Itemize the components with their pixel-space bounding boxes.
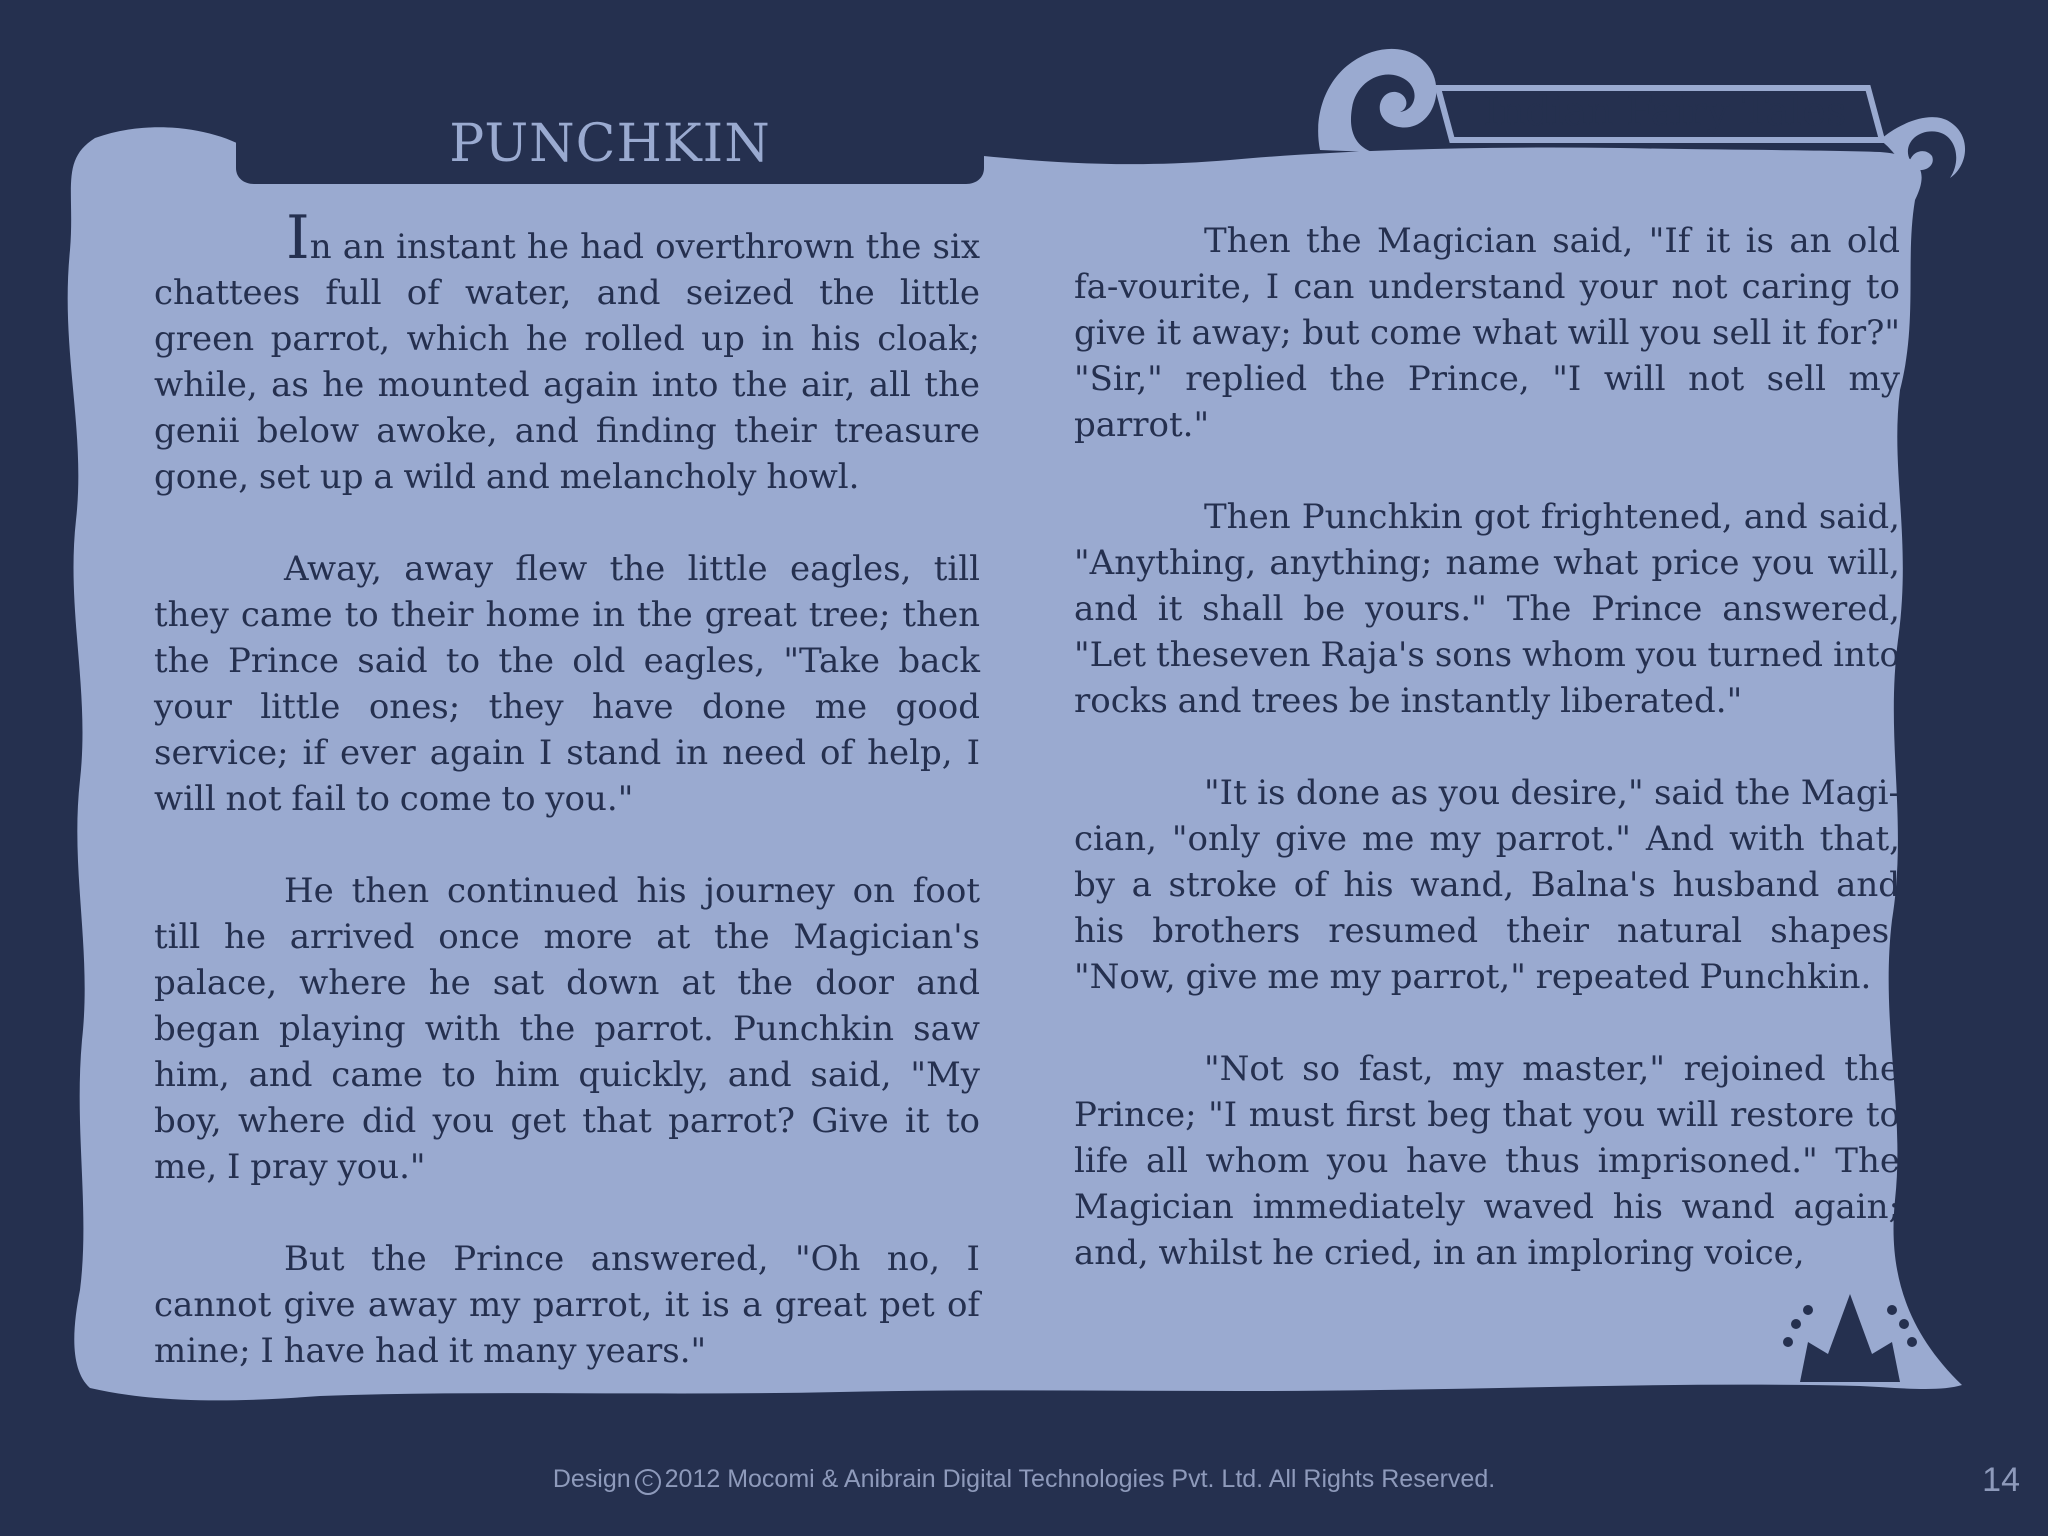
paragraph: "Not so fast, my master," rejoined the Prince; "I must first beg that you will restore to life all whom you have thus imprisoned." The Magician immediately waved his wand again; and, whilst he cried, in an imploring voice, [1074, 1049, 1900, 1273]
series-label: Indian Fairy Tales [1483, 89, 1847, 135]
paragraph [154, 203, 980, 500]
right-column [1074, 218, 1900, 1322]
crown-icon [1780, 1272, 1920, 1382]
footer-text: 2012 Mocomi & Anibrain Digital Technologies Pvt. Ltd. All Rights Reserved. [664, 1465, 1496, 1493]
paragraph-text: n an instant he had overthrown the six chattees full of water, and seized the little green parrot, which he rolled up in his cloak; while, as he mounted again into the air, all the genii below awoke, and finding their treasure gone, set up a wild and melancholy howl. [154, 227, 980, 497]
footer-prefix: Design [552, 1465, 631, 1493]
page-title: PUNCHKIN [449, 114, 771, 174]
paragraph: Then Punchkin got frightened, and said, "Anything, anything; name what price you will, and it shall be yours." The Prince answered, "Let theseven Raja's sons whom you turned into rocks and trees be instantly liberated." [1074, 497, 1900, 721]
paragraph: But the Prince answered, "Oh no, I cannot give away my parrot, it is a great pet of mine; I have had it many years." [154, 1239, 980, 1371]
page-number: 14 [1982, 1461, 2020, 1499]
paragraph: "It is done as you desire," said the Magi-cian, "only give me my parrot." And with that, by a stroke of his wand, Balna's husband and his brothers resumed their natural shapes. "Now, give me my parrot," repeated Punchkin. [1074, 773, 1900, 997]
footer-copyright [0, 1459, 2048, 1499]
paragraph: Away, away flew the little eagles, till they came to their home in the great tree; then the Prince said to the old eagles, "Take back your little ones; they have done me good service; if ever again I stand in need of help, I will not fail to come to you." [154, 549, 980, 819]
drop-cap: I [286, 203, 310, 273]
copyright-icon: C [635, 1469, 661, 1495]
left-column [154, 203, 980, 1420]
banner-ornament-left [1318, 49, 1436, 152]
paragraph: Then the Magician said, "If it is an old fa-vourite, I can understand your not caring to give it away; but come what will you sell it for?" "Sir," replied the Prince, "I will not sell my parrot." [1074, 221, 1900, 445]
paragraph: He then continued his journey on foot till he arrived once more at the Magician's palace, where he sat down at the door and began playing with the parrot. Punchkin saw him, and came to him quickly, and said, "My boy, where did you get that parrot? Give it to me, I pray you." [154, 871, 980, 1187]
